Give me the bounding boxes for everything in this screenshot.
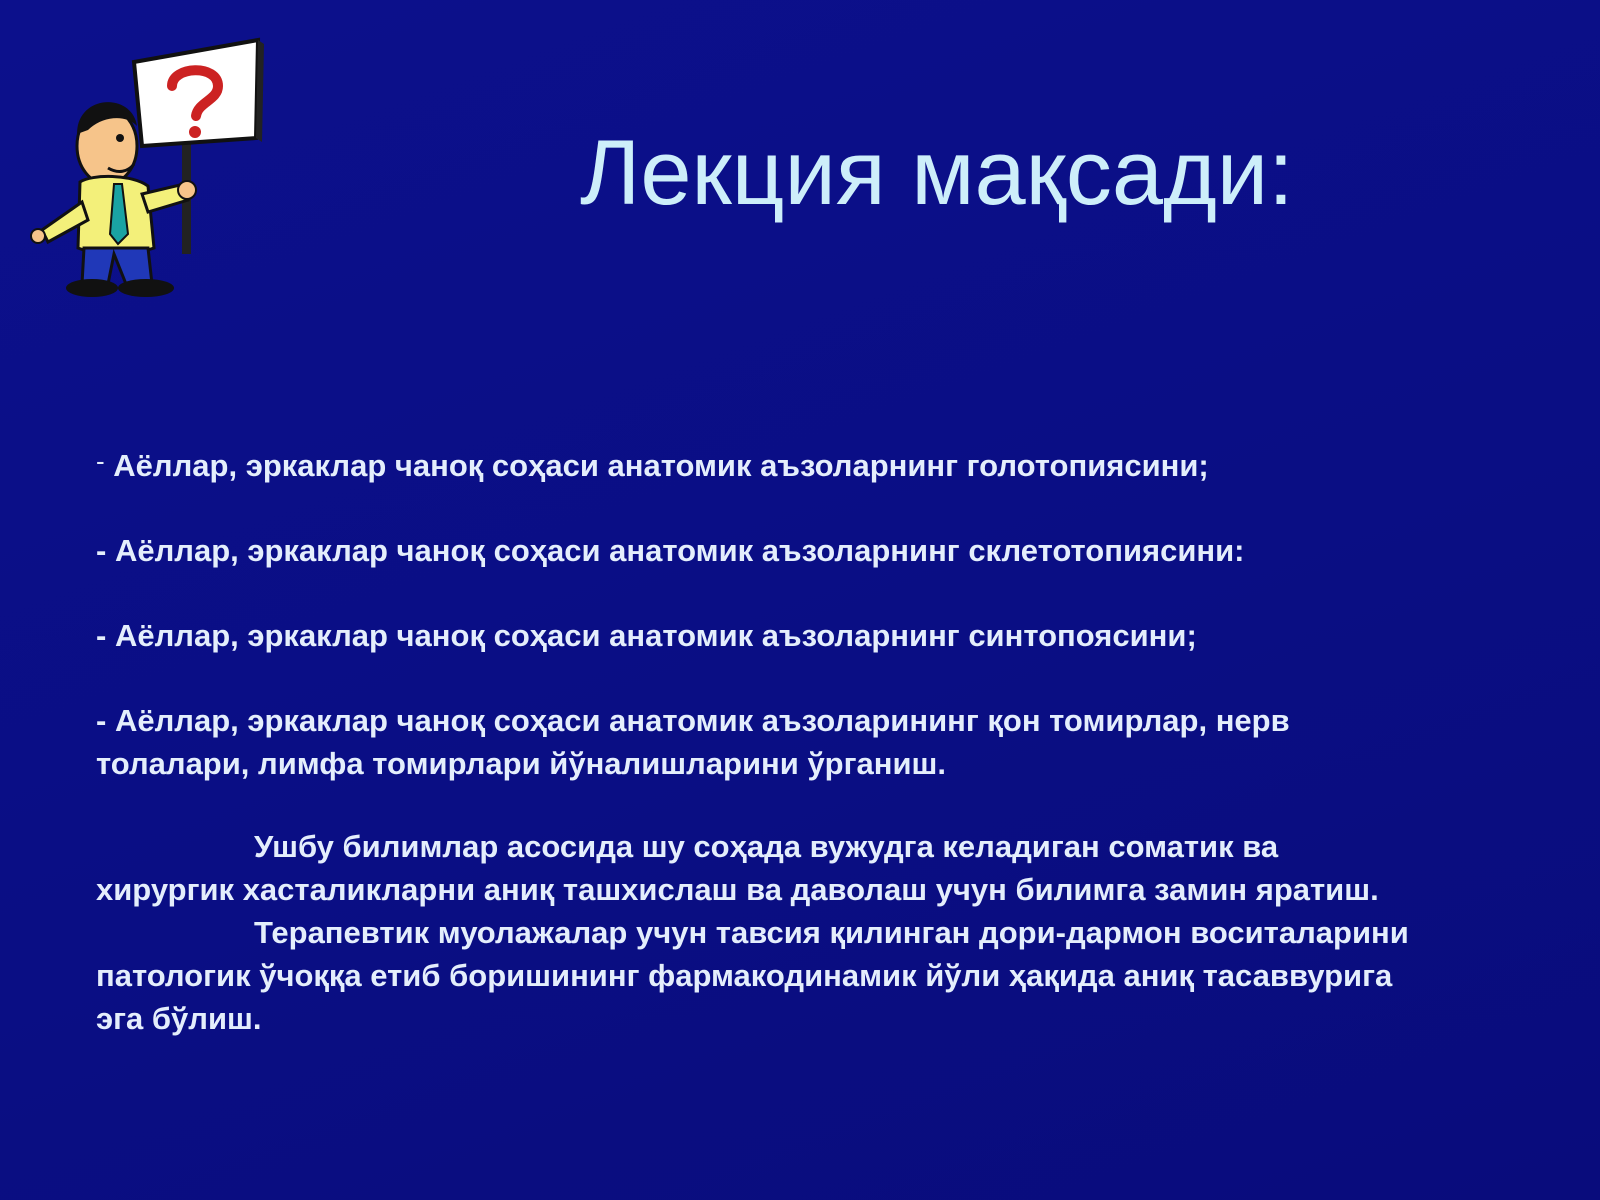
paragraph-line: хирургик хасталикларни аниқ ташхислаш ва даволаш учун билимга замин яратиш. <box>96 872 1379 907</box>
bullet-text: Аёллар, эркаклар чаноқ соҳаси анатомик аъзоларнинг голотопиясини; <box>113 448 1209 483</box>
paragraph-line: эга бўлиш. <box>96 1001 262 1036</box>
bullet-dash: - <box>96 618 107 653</box>
bullet-text: Аёллар, эркаклар чаноқ соҳаси анатомик аъзоларнинг склетотопиясини: <box>114 533 1245 568</box>
paragraph-line <box>96 911 1580 954</box>
bullet-item <box>96 614 1580 657</box>
bullet-text: Аёллар, эркаклар чаноқ соҳаси анатомик аъзоларнинг синтопоясини; <box>114 618 1197 653</box>
paragraph-text: Ушбу билимлар асосида шу соҳада вужудга келадиган соматик ва <box>254 829 1279 864</box>
paragraph-line <box>96 825 1580 868</box>
bullet-text-line: Аёллар, эркаклар чаноқ соҳаси анатомик аъзоларининг қон томирлар, нерв <box>114 703 1290 738</box>
paragraph-line: патологик ўчоққа етиб боришининг фармакодинамик йўли ҳақида аниқ тасаввурига <box>96 958 1393 993</box>
man-with-question-sign-icon <box>22 34 272 304</box>
bullet-dash: - <box>96 446 105 476</box>
bullet-text-line: толалари, лимфа томирлари йўналишларини ўрганиш. <box>96 746 947 781</box>
bullet-dash: - <box>96 703 107 738</box>
paragraph-text: Терапевтик муолажалар учун тавсия қилинган дори-дармон воситаларини <box>254 915 1409 950</box>
bullet-dash: - <box>96 533 107 568</box>
slide-body <box>96 440 1580 1040</box>
bullet-item <box>96 440 1580 487</box>
bullet-item <box>96 529 1580 572</box>
bullet-item <box>96 699 1580 742</box>
slide-title: Лекция мақсади: <box>580 122 1294 224</box>
